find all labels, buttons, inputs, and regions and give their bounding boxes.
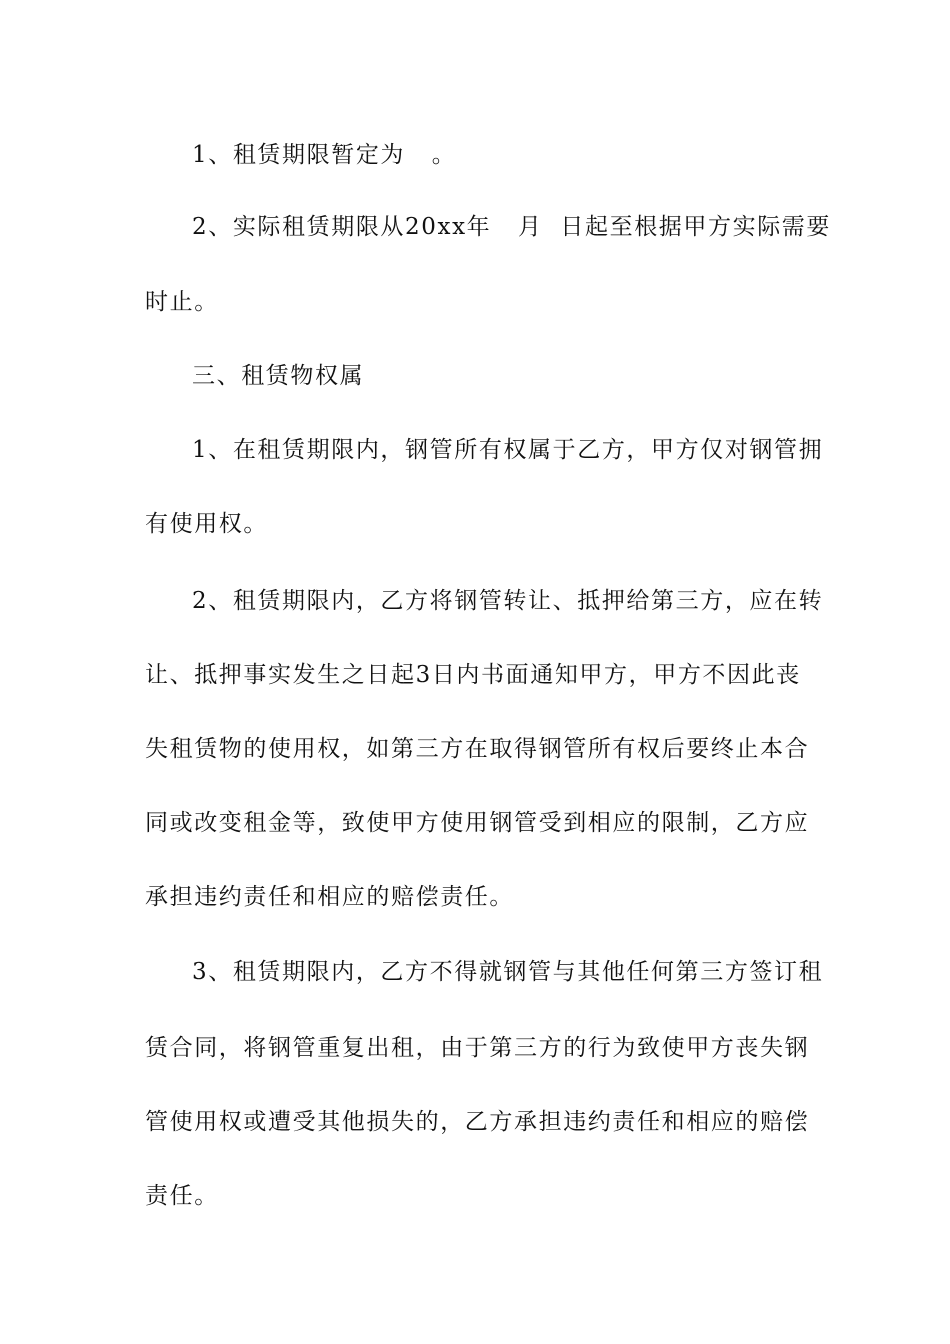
ownership-clause-3-line-4: 责任。 xyxy=(145,1183,219,1209)
ownership-clause-2-line-5: 承担违约责任和相应的赔偿责任。 xyxy=(145,884,514,910)
ownership-clause-2-line-2: 让、抵押事实发生之日起3日内书面通知甲方，甲方不因此丧 xyxy=(145,662,801,688)
clause-1-lease-term: 1、租赁期限暂定为 。 xyxy=(192,142,457,168)
ownership-clause-3-line-3: 管使用权或遭受其他损失的，乙方承担违约责任和相应的赔偿 xyxy=(145,1109,810,1135)
ownership-clause-3: 3、租赁期限内，乙方不得就钢管与其他任何第三方签订租 xyxy=(192,959,824,985)
ownership-clause-2-line-4: 同或改变租金等，致使甲方使用钢管受到相应的限制，乙方应 xyxy=(145,810,810,836)
clause-2-actual-term-continuation: 时止。 xyxy=(145,289,219,315)
ownership-clause-1: 1、在租赁期限内，钢管所有权属于乙方，甲方仅对钢管拥 xyxy=(192,437,824,463)
section-heading-ownership: 三、租赁物权属 xyxy=(192,363,365,389)
ownership-clause-2-line-3: 失租赁物的使用权，如第三方在取得钢管所有权后要终止本合 xyxy=(145,736,810,762)
clause-2-actual-term: 2、实际租赁期限从20xx年 月 日起至根据甲方实际需要 xyxy=(192,214,831,240)
ownership-clause-2: 2、租赁期限内，乙方将钢管转让、抵押给第三方，应在转 xyxy=(192,588,824,614)
ownership-clause-1-continuation: 有使用权。 xyxy=(145,511,268,537)
ownership-clause-3-line-2: 赁合同，将钢管重复出租，由于第三方的行为致使甲方丧失钢 xyxy=(145,1035,810,1061)
